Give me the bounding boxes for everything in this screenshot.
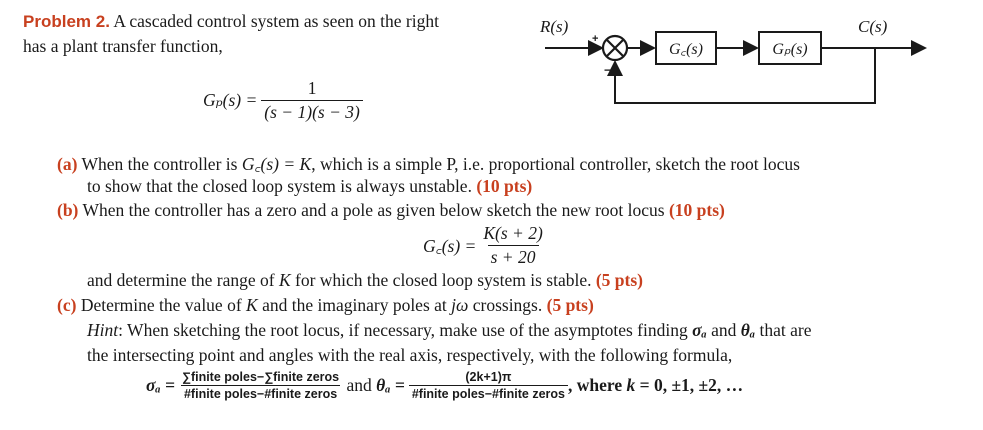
intro-text-1: A cascaded control system as seen on the right	[109, 11, 439, 31]
part-b-points1: (10 pts)	[664, 200, 725, 220]
theta-denominator: #finite poles−#finite zeros	[409, 385, 568, 401]
sigma-numerator: ∑finite poles−∑finite zeros	[182, 370, 340, 384]
part-c-var: K	[246, 295, 258, 315]
formula-and: and	[342, 375, 377, 395]
where-clause	[568, 375, 743, 396]
theta-lhs: θₐ =	[376, 375, 405, 395]
hint-line1	[87, 320, 811, 341]
part-a-text-pre: When the controller is	[77, 154, 242, 174]
part-c-jw: jω	[451, 295, 469, 315]
part-b-line2	[87, 270, 643, 291]
hint-text-pre: : When sketching the root locus, if necessary, make use of the asymptotes finding	[118, 320, 693, 340]
controller-denominator: s + 20	[488, 245, 539, 268]
part-c-text-mid: and the imaginary poles at	[257, 295, 452, 315]
where-var: k	[626, 375, 636, 395]
hint-label: Hint	[87, 320, 119, 340]
part-b-line1	[57, 200, 725, 221]
part-b-label: (b)	[57, 200, 79, 220]
part-a-line2	[87, 176, 532, 197]
hint-theta: θₐ	[740, 320, 756, 340]
controller-numerator: K(s + 2)	[483, 223, 543, 243]
part-c-text-pre: Determine the value of	[76, 295, 247, 315]
part-c-text-post: crossings.	[468, 295, 543, 315]
part-a-text-post: , which is a simple P, i.e. proportional controller, sketch the root locus	[311, 154, 800, 174]
plus-sign: +	[592, 33, 599, 45]
controller-transfer-function	[423, 223, 546, 268]
part-c-points: (5 pts)	[542, 295, 594, 315]
plant-numerator: 1	[307, 78, 317, 98]
controller-label: G꜀(s)	[669, 41, 703, 58]
part-a-line1	[57, 152, 800, 176]
problem-label: Problem 2.	[23, 12, 110, 31]
problem-intro-line2: has a plant transfer function,	[23, 36, 223, 56]
block-diagram	[520, 8, 960, 118]
summing-junction-icon	[603, 36, 627, 60]
plant-denominator: (s − 1)(s − 3)	[261, 100, 363, 123]
plant-fraction	[261, 78, 363, 123]
part-b-text-post: for which the closed loop system is stable.	[290, 270, 592, 290]
controller-fraction	[480, 223, 545, 268]
feedback-path	[615, 48, 875, 103]
part-b-text-pre: and determine the range of	[87, 270, 279, 290]
where-post: = 0, ±1, ±2, …	[635, 375, 744, 395]
where-pre: , where	[568, 375, 627, 395]
output-label: C(s)	[858, 17, 888, 36]
plant-transfer-function	[203, 78, 363, 123]
plant-block-label: Gₚ(s)	[772, 41, 808, 58]
part-a-label: (a)	[57, 154, 78, 174]
theta-fraction	[409, 370, 568, 401]
hint-sigma: σₐ	[692, 320, 707, 340]
asymptote-formula	[146, 370, 743, 401]
part-b-var: K	[278, 270, 291, 290]
part-a-text-line2: to show that the closed loop system is always unstable.	[87, 176, 472, 196]
part-c-label: (c)	[57, 295, 77, 315]
hint-line2: the intersecting point and angles with the real axis, respectively, with the following formula,	[87, 345, 733, 365]
problem-intro-line1	[23, 11, 439, 32]
input-label: R(s)	[540, 17, 569, 36]
plant-lhs: Gₚ(s) =	[203, 90, 258, 110]
part-a-math: G꜀(s) = K	[241, 154, 312, 174]
part-b-text-line1: When the controller has a zero and a pole as given below sketch the new root locus	[78, 200, 665, 220]
minus-sign: −	[604, 63, 612, 77]
part-b-points2: (5 pts)	[591, 270, 644, 290]
sigma-fraction	[179, 370, 342, 401]
sigma-lhs: σₐ =	[146, 375, 176, 395]
hint-text-post: that are	[755, 320, 812, 340]
sigma-denominator: #finite poles−#finite zeros	[181, 385, 340, 401]
theta-numerator: (2k+1)π	[465, 370, 512, 384]
controller-lhs: G꜀(s) =	[423, 235, 477, 256]
part-a-points: (10 pts)	[471, 176, 533, 196]
part-c-line1	[57, 295, 594, 316]
hint-and: and	[706, 320, 741, 340]
